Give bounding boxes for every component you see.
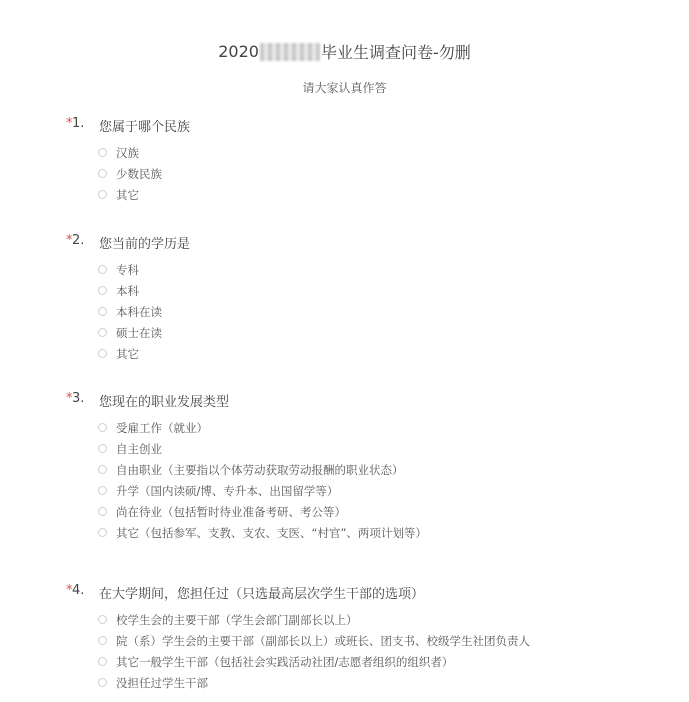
survey-header <box>0 40 689 96</box>
options-list <box>0 610 689 694</box>
option-bachelor[interactable] <box>0 281 689 302</box>
radio-button[interactable] <box>98 307 107 316</box>
option-department-leader[interactable] <box>0 631 689 652</box>
radio-button[interactable] <box>98 678 107 687</box>
options-list <box>0 418 689 544</box>
question-title: 您当前的学历是 <box>99 237 191 252</box>
option-employed[interactable] <box>0 418 689 439</box>
option-label: 本科 <box>116 284 139 298</box>
option-label: 其它一般学生干部（包括社会实践活动社团/志愿者组织的组织者） <box>116 655 454 669</box>
question-title: 您属于哪个民族 <box>99 120 191 135</box>
survey-title-suffix: 毕业生调查问卷-勿删 <box>320 43 471 62</box>
radio-button[interactable] <box>98 423 107 432</box>
radio-button[interactable] <box>98 507 107 516</box>
option-bachelor-studying[interactable] <box>0 302 689 323</box>
radio-button[interactable] <box>98 148 107 157</box>
option-freelance[interactable] <box>0 460 689 481</box>
survey-title <box>218 40 471 63</box>
radio-button[interactable] <box>98 328 107 337</box>
question-number: 4. <box>72 583 85 598</box>
question-title: 在大学期间，您担任过（只选最高层次学生干部的选项） <box>99 587 425 602</box>
option-entrepreneur[interactable] <box>0 439 689 460</box>
option-label: 自主创业 <box>116 442 162 456</box>
option-label: 自由职业（主要指以个体劳动获取劳动报酬的职业状态） <box>116 463 404 477</box>
radio-button[interactable] <box>98 349 107 358</box>
option-other[interactable] <box>0 523 689 544</box>
question-header <box>0 583 689 601</box>
option-none[interactable] <box>0 673 689 694</box>
required-star: * <box>66 116 73 131</box>
question-title: 您现在的职业发展类型 <box>99 395 230 410</box>
question-3 <box>0 391 689 544</box>
question-1 <box>0 116 689 206</box>
radio-button[interactable] <box>98 444 107 453</box>
option-further-study[interactable] <box>0 481 689 502</box>
option-minority[interactable] <box>0 164 689 185</box>
option-label: 没担任过学生干部 <box>116 676 208 690</box>
radio-button[interactable] <box>98 528 107 537</box>
question-2 <box>0 233 689 365</box>
option-awaiting-job[interactable] <box>0 502 689 523</box>
option-label: 硕士在读 <box>116 326 162 340</box>
option-label: 专科 <box>116 263 139 277</box>
options-list <box>0 143 689 206</box>
option-label: 汉族 <box>116 146 139 160</box>
question-number: 1. <box>72 116 85 131</box>
option-label: 少数民族 <box>116 167 162 181</box>
option-label: 其它（包括参军、支教、支农、支医、“村官”、两项计划等） <box>116 526 427 540</box>
option-student-union-leader[interactable] <box>0 610 689 631</box>
option-label: 受雇工作（就业） <box>116 421 208 435</box>
question-number: 3. <box>72 391 85 406</box>
required-star: * <box>66 391 73 406</box>
radio-button[interactable] <box>98 265 107 274</box>
option-label: 校学生会的主要干部（学生会部门副部长以上） <box>116 613 358 627</box>
radio-button[interactable] <box>98 169 107 178</box>
option-label: 升学（国内读硕/博、专升本、出国留学等） <box>116 484 339 498</box>
option-han[interactable] <box>0 143 689 164</box>
question-header <box>0 233 689 251</box>
option-general-cadre[interactable] <box>0 652 689 673</box>
required-star: * <box>66 583 73 598</box>
option-label: 院（系）学生会的主要干部（副部长以上）或班长、团支书、校级学生社团负责人 <box>116 634 530 648</box>
radio-button[interactable] <box>98 190 107 199</box>
option-master-studying[interactable] <box>0 323 689 344</box>
radio-button[interactable] <box>98 636 107 645</box>
radio-button[interactable] <box>98 286 107 295</box>
option-other[interactable] <box>0 185 689 206</box>
question-4 <box>0 583 689 694</box>
question-header <box>0 391 689 409</box>
radio-button[interactable] <box>98 615 107 624</box>
option-label: 尚在待业（包括暂时待业准备考研、考公等） <box>116 505 346 519</box>
option-other[interactable] <box>0 344 689 365</box>
option-label: 其它 <box>116 188 139 202</box>
question-header <box>0 116 689 134</box>
options-list <box>0 260 689 365</box>
question-number: 2. <box>72 233 85 248</box>
required-star: * <box>66 233 73 248</box>
option-label: 本科在读 <box>116 305 162 319</box>
redacted-blur <box>260 43 320 61</box>
radio-button[interactable] <box>98 657 107 666</box>
survey-title-prefix: 2020 <box>218 42 259 61</box>
option-junior-college[interactable] <box>0 260 689 281</box>
survey-subtitle: 请大家认真作答 <box>302 81 387 95</box>
radio-button[interactable] <box>98 465 107 474</box>
option-label: 其它 <box>116 347 139 361</box>
radio-button[interactable] <box>98 486 107 495</box>
